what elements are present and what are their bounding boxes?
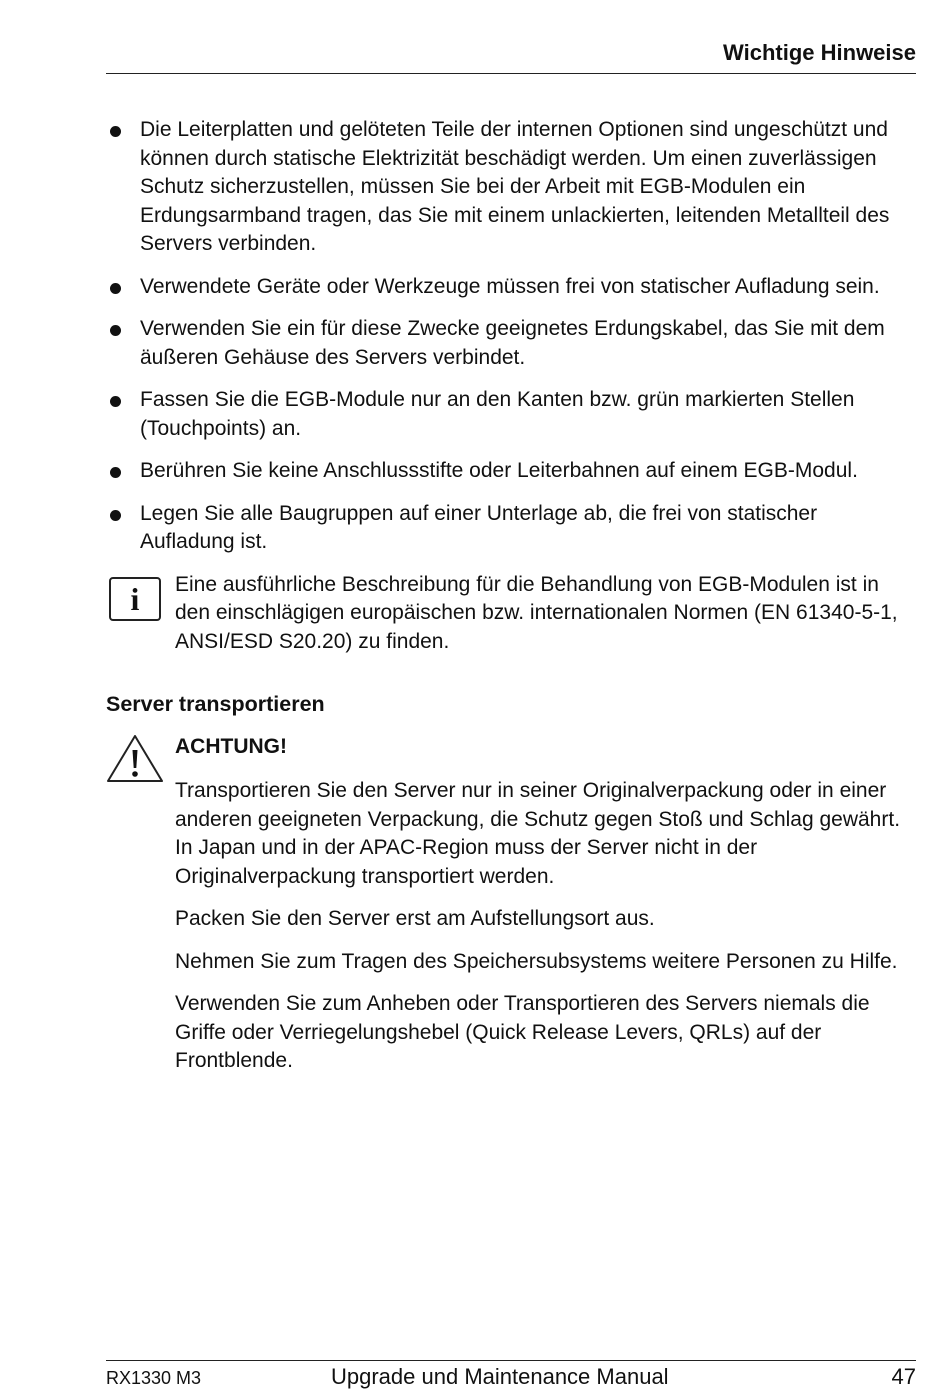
page-header-title: Wichtige Hinweise xyxy=(723,40,916,65)
list-item-text: Verwendete Geräte oder Werkzeuge müssen frei von statischer Aufladung sein. xyxy=(140,274,880,298)
page-number: 47 xyxy=(891,1364,916,1389)
page-content xyxy=(106,116,916,1090)
list-item-text: Verwenden Sie ein für diese Zwecke geeignetes Erdungskabel, das Sie mit dem äußeren Gehäuse des Servers verbindet. xyxy=(140,317,885,369)
list-item-text: Fassen Sie die EGB-Module nur an den Kanten bzw. grün markierten Stellen (Touchpoints) an. xyxy=(140,388,855,440)
bullet-icon xyxy=(110,283,121,294)
info-note-text: Eine ausführliche Beschreibung für die Behandlung von EGB-Modulen ist in den einschlägigen europäischen bzw. internationalen Normen (EN 61340-5-1, ANSI/ESD S20.20) zu finden. xyxy=(175,572,898,653)
warning-text-line: In Japan und in der APAC-Region muss der Server nicht in der Originalverpackung transportiert werden. xyxy=(175,836,758,888)
header-divider xyxy=(106,73,916,74)
warning-icon xyxy=(106,733,164,785)
bullet-icon xyxy=(110,396,121,407)
info-icon: i xyxy=(109,577,161,621)
esd-bullet-list xyxy=(106,116,916,557)
list-item xyxy=(106,500,916,557)
warning-block xyxy=(106,733,916,1076)
list-item xyxy=(106,386,916,443)
warning-paragraph: Nehmen Sie zum Tragen des Speichersubsystems weitere Personen zu Hilfe. xyxy=(175,949,898,973)
list-item xyxy=(106,315,916,372)
bullet-icon xyxy=(110,325,121,336)
list-item-text: Berühren Sie keine Anschlussstifte oder Leiterbahnen auf einem EGB-Modul. xyxy=(140,459,858,482)
warning-paragraph: Verwenden Sie zum Anheben oder Transportieren des Servers niemals die Griffe oder Verriegelungshebel (Quick Release Levers, QRLs) auf der Frontblende. xyxy=(175,992,870,1072)
bullet-icon xyxy=(110,126,121,137)
list-item-text: Die Leiterplatten und gelöteten Teile der internen Optionen sind ungeschützt und können durch statische Elektrizität beschädigt werden. Um einen zuverlässigen Schutz sicherzustellen, müssen Sie bei der Arbeit mit EGB-Modulen ein Erdungsarmband tragen, das Sie mit einem unlackierten, leitenden Metallteil des Servers verbinden. xyxy=(140,118,890,255)
warning-paragraph: Packen Sie den Server erst am Aufstellungsort aus. xyxy=(175,907,655,930)
list-item xyxy=(106,273,916,302)
footer-model: RX1330 M3 xyxy=(106,1368,202,1388)
info-note xyxy=(106,571,916,657)
footer-divider xyxy=(106,1360,916,1361)
warning-paragraph xyxy=(175,777,916,891)
list-item xyxy=(106,457,916,486)
warning-title: ACHTUNG! xyxy=(175,734,287,758)
warning-text-line: Transportieren Sie den Server nur in seiner Originalverpackung oder in einer anderen geeigneten Verpackung, die Schutz gegen Stoß und Schlag gewährt. xyxy=(175,779,901,831)
list-item-text: Legen Sie alle Baugruppen auf einer Unterlage ab, die frei von statischer Aufladung ist. xyxy=(140,501,818,553)
bullet-icon xyxy=(110,510,121,521)
section-heading: Server transportieren xyxy=(106,692,325,716)
footer-manual-title: Upgrade und Maintenance Manual xyxy=(331,1364,669,1389)
bullet-icon xyxy=(110,467,121,478)
list-item xyxy=(106,116,916,259)
